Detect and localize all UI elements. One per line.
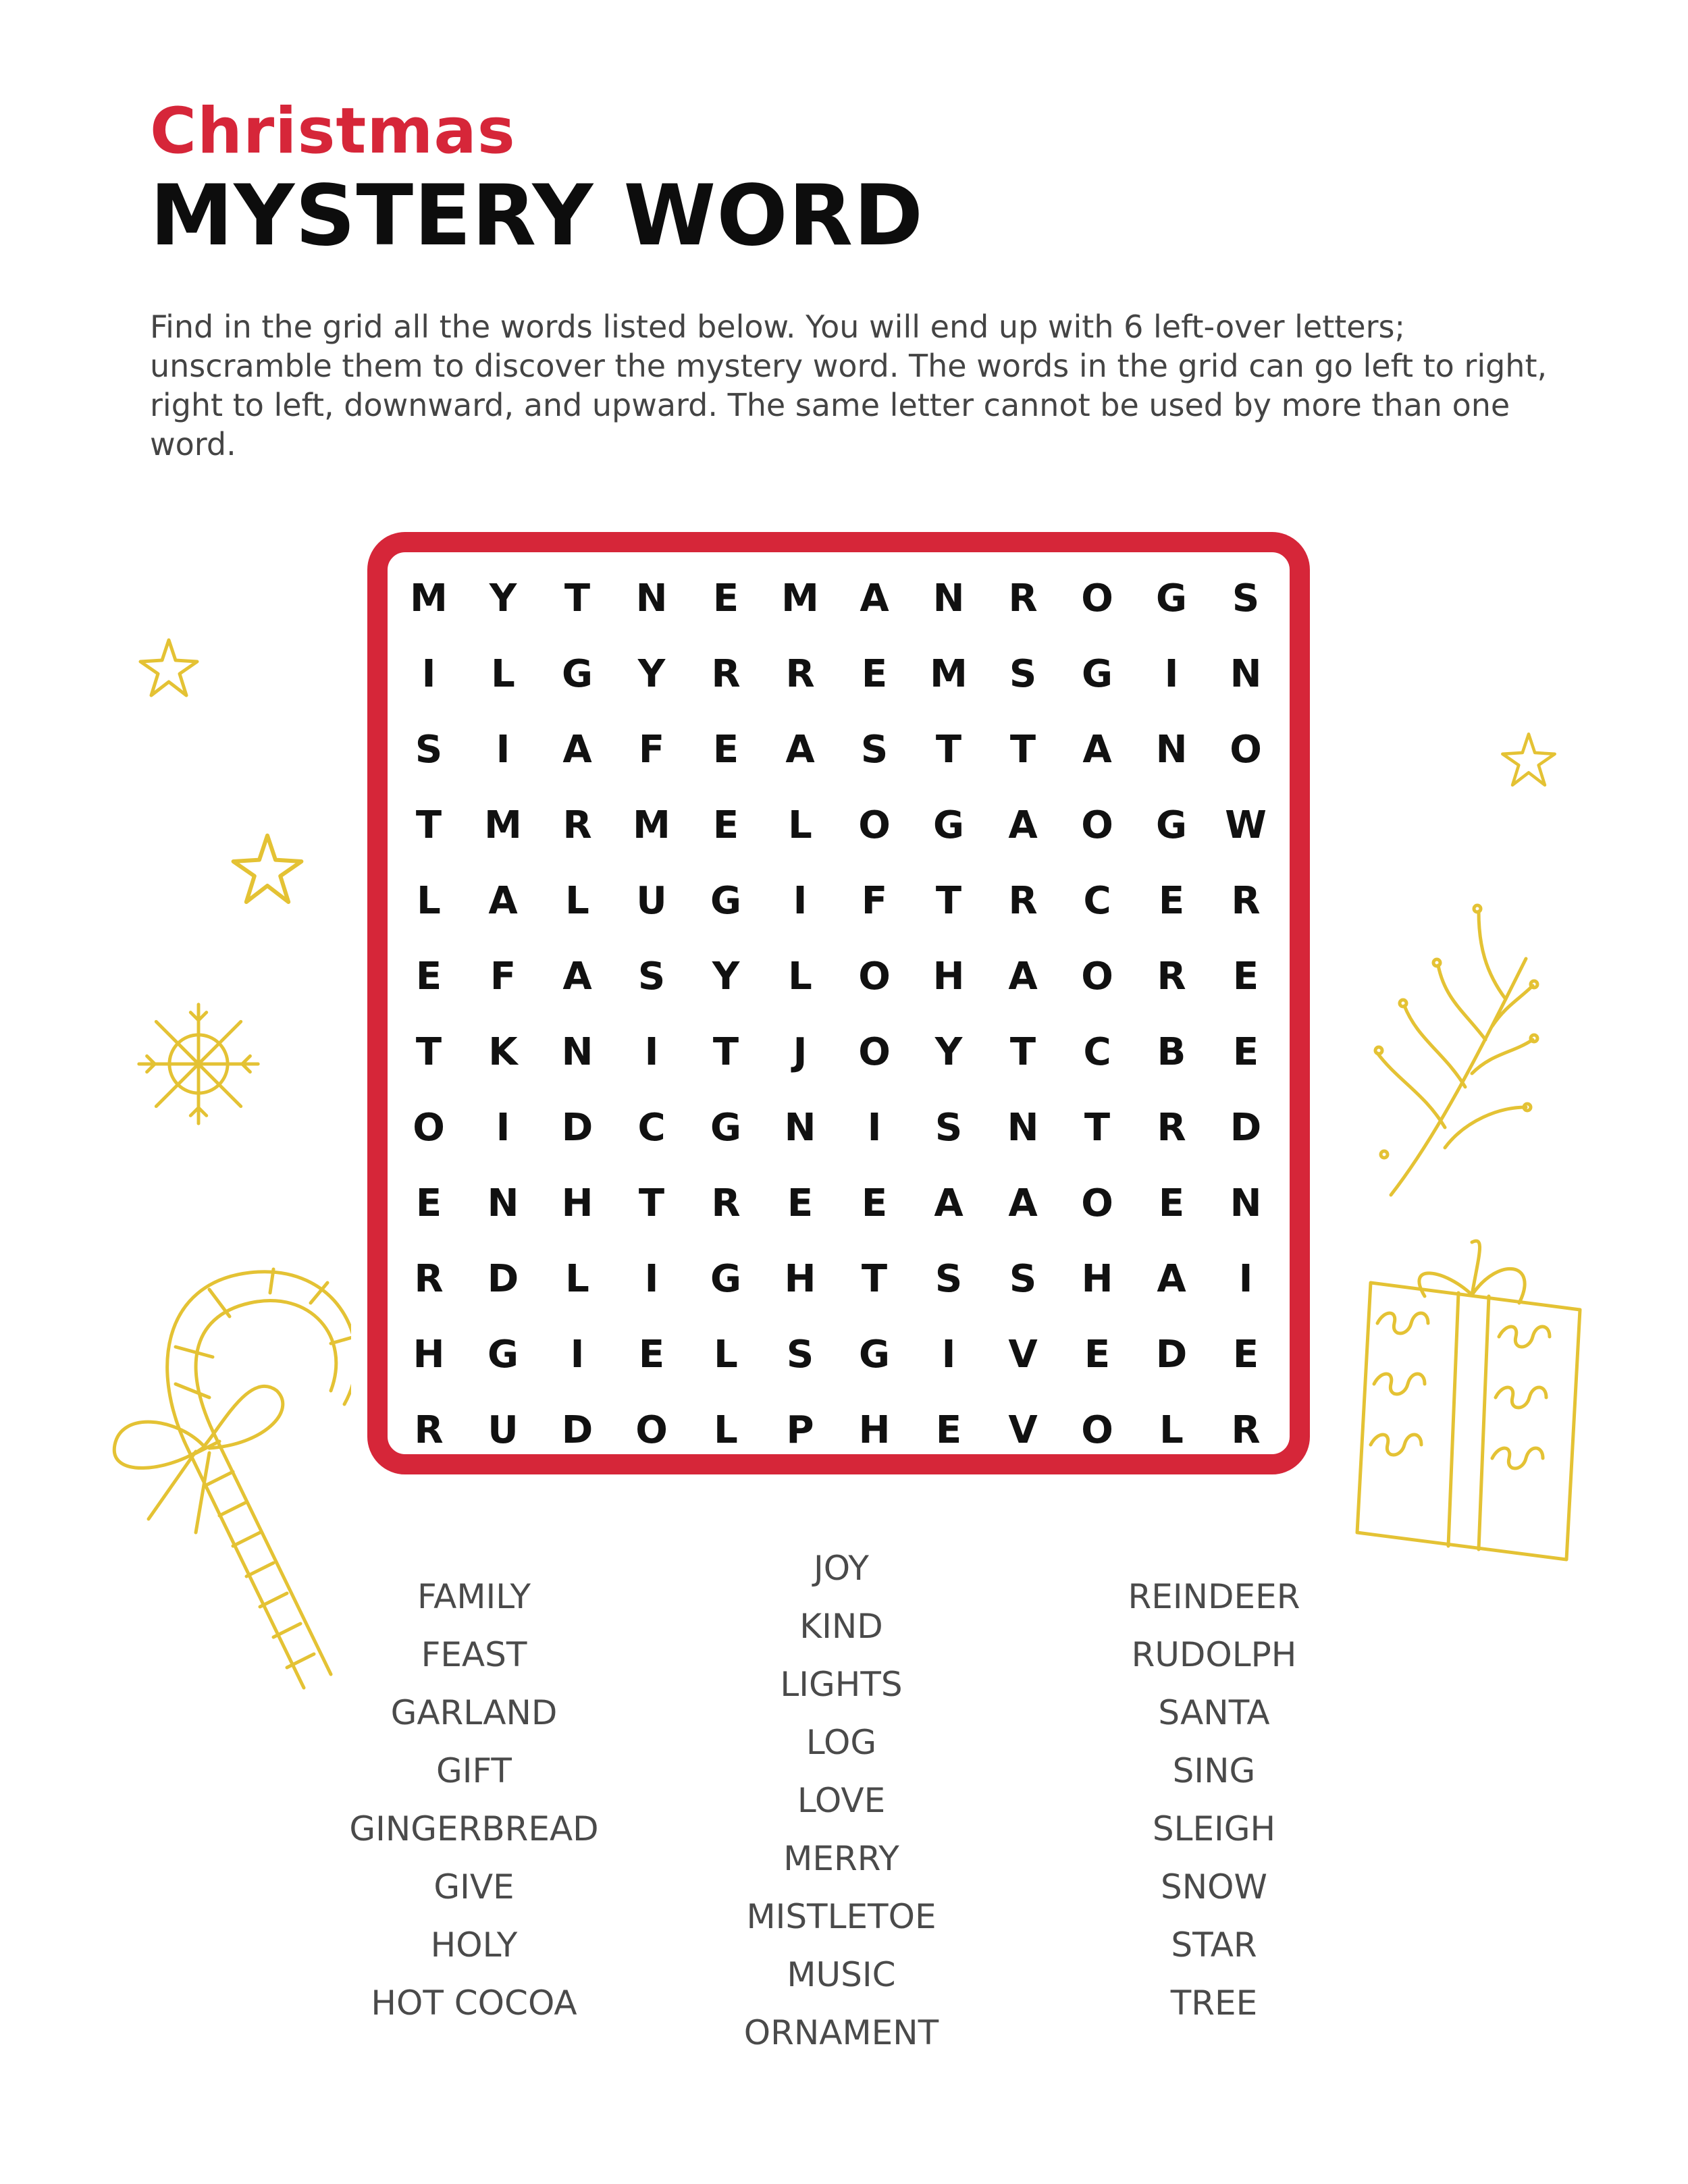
word-list-item: MERRY — [783, 1839, 899, 1878]
grid-letter-r3-c3[interactable]: A — [562, 727, 592, 772]
grid-letter-r10-c12[interactable]: I — [1238, 1256, 1253, 1301]
grid-letter-r5-c7[interactable]: F — [861, 878, 888, 923]
grid-letter-r11-c9[interactable]: V — [1008, 1332, 1038, 1377]
grid-letter-r7-c6[interactable]: J — [793, 1030, 808, 1074]
grid-letter-r11-c12[interactable]: E — [1232, 1332, 1259, 1377]
grid-letter-r2-c12[interactable]: N — [1230, 651, 1262, 696]
grid-letter-r2-c1[interactable]: I — [421, 651, 436, 696]
word-list-column-2 — [666, 1539, 1017, 2062]
grid-letter-r2-c5[interactable]: R — [711, 651, 741, 696]
grid-letter-r12-c6[interactable]: P — [786, 1408, 814, 1452]
word-list-item: REINDEER — [1128, 1577, 1300, 1616]
grid-letter-r9-c7[interactable]: E — [861, 1181, 888, 1225]
word-list-item: SLEIGH — [1152, 1809, 1276, 1848]
word-list-item: MUSIC — [787, 1955, 896, 1994]
grid-letter-r2-c6[interactable]: R — [785, 651, 815, 696]
grid-letter-r6-c11[interactable]: R — [1157, 954, 1186, 998]
grid-letter-r9-c4[interactable]: T — [638, 1181, 665, 1225]
grid-letter-r8-c6[interactable]: N — [784, 1105, 816, 1150]
grid-letter-r6-c7[interactable]: O — [858, 954, 891, 998]
grid-letter-r4-c5[interactable]: E — [712, 803, 739, 847]
grid-letter-r1-c5[interactable]: E — [712, 576, 739, 620]
grid-letter-r11-c1[interactable]: H — [413, 1332, 445, 1377]
grid-letter-r2-c3[interactable]: G — [562, 651, 593, 696]
grid-letter-r8-c9[interactable]: N — [1007, 1105, 1039, 1150]
grid-letter-r1-c4[interactable]: N — [635, 576, 668, 620]
grid-letter-r9-c2[interactable]: N — [487, 1181, 519, 1225]
word-list-item: TREE — [1170, 1983, 1258, 2023]
grid-letter-r10-c9[interactable]: S — [1009, 1256, 1037, 1301]
star-icon — [1498, 729, 1560, 791]
grid-letter-r12-c8[interactable]: E — [935, 1408, 962, 1452]
grid-letter-r10-c7[interactable]: T — [861, 1256, 888, 1301]
grid-letter-r10-c8[interactable]: S — [934, 1256, 963, 1301]
grid-letter-r2-c4[interactable]: Y — [637, 651, 666, 696]
grid-letter-r8-c1[interactable]: O — [413, 1105, 445, 1150]
grid-letter-r3-c10[interactable]: A — [1082, 727, 1112, 772]
grid-letter-r12-c3[interactable]: D — [561, 1408, 594, 1452]
grid-letter-r8-c12[interactable]: D — [1230, 1105, 1262, 1150]
grid-letter-r8-c2[interactable]: I — [496, 1105, 510, 1150]
grid-letter-r7-c12[interactable]: E — [1232, 1030, 1259, 1074]
grid-letter-r11-c8[interactable]: I — [941, 1332, 956, 1377]
grid-letter-r12-c11[interactable]: L — [1159, 1408, 1184, 1452]
instructions-text: Find in the grid all the words listed below. You will end up with 6 left-over letters; unscramble them to discover the mystery word. The words in the grid can go left to right, right to left, downward, and upward. The same letter cannot be used by more than one word. — [150, 309, 1548, 462]
word-list-item: SANTA — [1158, 1693, 1270, 1732]
word-list-item: KIND — [799, 1607, 883, 1646]
word-list-item: FEAST — [421, 1635, 527, 1674]
grid-letter-r6-c3[interactable]: A — [562, 954, 592, 998]
grid-letter-r3-c2[interactable]: I — [496, 727, 510, 772]
grid-letter-r5-c9[interactable]: R — [1008, 878, 1038, 923]
star-icon — [227, 829, 308, 910]
grid-letter-r4-c3[interactable]: R — [562, 803, 592, 847]
word-list-item: ORNAMENT — [743, 2013, 939, 2052]
grid-letter-r9-c1[interactable]: E — [415, 1181, 442, 1225]
grid-letter-r1-c12[interactable]: S — [1232, 576, 1260, 620]
grid-letter-r6-c5[interactable]: Y — [712, 954, 740, 998]
grid-letter-r1-c2[interactable]: Y — [489, 576, 517, 620]
grid-letter-r3-c11[interactable]: N — [1155, 727, 1188, 772]
grid-letter-r9-c10[interactable]: O — [1081, 1181, 1113, 1225]
grid-letter-r7-c10[interactable]: C — [1083, 1030, 1111, 1074]
grid-letter-r11-c4[interactable]: E — [638, 1332, 665, 1377]
grid-letter-r5-c12[interactable]: R — [1231, 878, 1261, 923]
grid-letter-r9-c3[interactable]: H — [561, 1181, 594, 1225]
grid-letter-r8-c5[interactable]: G — [710, 1105, 741, 1150]
grid-letter-r4-c6[interactable]: L — [788, 803, 812, 847]
holly-branch-icon — [1371, 891, 1539, 1202]
grid-letter-r9-c11[interactable]: E — [1158, 1181, 1185, 1225]
grid-letter-r12-c5[interactable]: L — [714, 1408, 738, 1452]
grid-letter-r7-c11[interactable]: B — [1157, 1030, 1186, 1074]
grid-letter-r9-c6[interactable]: E — [787, 1181, 814, 1225]
grid-letter-r10-c2[interactable]: D — [487, 1256, 519, 1301]
grid-letter-r6-c12[interactable]: E — [1232, 954, 1259, 998]
grid-letter-r4-c12[interactable]: W — [1225, 803, 1267, 847]
grid-letter-r2-c10[interactable]: G — [1082, 651, 1113, 696]
grid-letter-r10-c11[interactable]: A — [1157, 1256, 1186, 1301]
grid-letter-r1-c10[interactable]: O — [1081, 576, 1113, 620]
grid-letter-r10-c5[interactable]: G — [710, 1256, 741, 1301]
puzzle-grid — [392, 560, 1283, 1468]
grid-letter-r3-c6[interactable]: A — [785, 727, 815, 772]
grid-letter-r5-c6[interactable]: I — [793, 878, 808, 923]
grid-letter-r5-c5[interactable]: G — [710, 878, 741, 923]
word-list-column-1 — [298, 1568, 650, 2032]
word-list-item: STAR — [1171, 1925, 1257, 1965]
grid-letter-r4-c2[interactable]: M — [484, 803, 522, 847]
grid-letter-r12-c4[interactable]: O — [635, 1408, 668, 1452]
grid-letter-r4-c1[interactable]: T — [415, 803, 442, 847]
grid-letter-r3-c5[interactable]: E — [712, 727, 739, 772]
grid-letter-r2-c11[interactable]: I — [1164, 651, 1179, 696]
grid-letter-r3-c1[interactable]: S — [415, 727, 443, 772]
word-list-item: JOY — [814, 1549, 869, 1588]
word-list-item: GARLAND — [390, 1693, 558, 1732]
grid-letter-r7-c8[interactable]: Y — [934, 1030, 963, 1074]
grid-letter-r3-c9[interactable]: T — [1009, 727, 1036, 772]
grid-letter-r12-c10[interactable]: O — [1081, 1408, 1113, 1452]
grid-letter-r2-c2[interactable]: L — [491, 651, 515, 696]
grid-letter-r8-c8[interactable]: S — [934, 1105, 963, 1150]
grid-letter-r11-c3[interactable]: I — [570, 1332, 585, 1377]
grid-letter-r1-c8[interactable]: N — [932, 576, 965, 620]
grid-letter-r12-c7[interactable]: H — [858, 1408, 891, 1452]
word-list-item: GIFT — [436, 1751, 512, 1790]
grid-letter-r11-c2[interactable]: G — [487, 1332, 519, 1377]
grid-letter-r2-c9[interactable]: S — [1009, 651, 1037, 696]
grid-letter-r8-c3[interactable]: D — [561, 1105, 594, 1150]
grid-letter-r11-c10[interactable]: E — [1084, 1332, 1111, 1377]
word-list-item: RUDOLPH — [1131, 1635, 1297, 1674]
grid-letter-r12-c2[interactable]: U — [487, 1408, 519, 1452]
candy-cane-icon — [95, 1235, 351, 1695]
grid-letter-r6-c4[interactable]: S — [637, 954, 666, 998]
grid-letter-r6-c9[interactable]: A — [1008, 954, 1038, 998]
grid-letter-r8-c10[interactable]: T — [1084, 1105, 1111, 1150]
grid-letter-r4-c8[interactable]: G — [933, 803, 964, 847]
grid-letter-r11-c5[interactable]: L — [714, 1332, 738, 1377]
word-list-item: HOT COCOA — [371, 1983, 577, 2023]
word-list-item: GIVE — [433, 1867, 515, 1907]
word-list-item: FAMILY — [417, 1577, 531, 1616]
grid-letter-r10-c6[interactable]: H — [784, 1256, 816, 1301]
grid-letter-r10-c3[interactable]: L — [565, 1256, 589, 1301]
grid-letter-r5-c3[interactable]: L — [565, 878, 589, 923]
grid-letter-r12-c12[interactable]: R — [1231, 1408, 1261, 1452]
grid-letter-r4-c10[interactable]: O — [1081, 803, 1113, 847]
grid-letter-r11-c6[interactable]: S — [786, 1332, 814, 1377]
word-list-column-3 — [1038, 1568, 1390, 2032]
star-icon — [135, 635, 203, 702]
grid-letter-r5-c8[interactable]: T — [935, 878, 962, 923]
grid-letter-r6-c6[interactable]: L — [788, 954, 812, 998]
snowflake-icon — [132, 998, 265, 1130]
grid-letter-r1-c3[interactable]: T — [564, 576, 591, 620]
grid-letter-r12-c1[interactable]: R — [414, 1408, 444, 1452]
grid-letter-r10-c10[interactable]: H — [1081, 1256, 1113, 1301]
grid-letter-r1-c1[interactable]: M — [410, 576, 448, 620]
page-subtitle: Christmas — [150, 95, 516, 168]
grid-letter-r6-c10[interactable]: O — [1081, 954, 1113, 998]
word-list-item: LOG — [806, 1723, 877, 1762]
grid-letter-r3-c12[interactable]: O — [1230, 727, 1262, 772]
grid-letter-r5-c10[interactable]: C — [1083, 878, 1111, 923]
grid-letter-r1-c6[interactable]: M — [781, 576, 819, 620]
grid-letter-r5-c1[interactable]: L — [417, 878, 441, 923]
grid-letter-r6-c2[interactable]: F — [490, 954, 517, 998]
grid-letter-r7-c2[interactable]: K — [488, 1030, 518, 1074]
grid-letter-r9-c9[interactable]: A — [1008, 1181, 1038, 1225]
grid-letter-r3-c7[interactable]: S — [860, 727, 889, 772]
grid-letter-r8-c4[interactable]: C — [637, 1105, 666, 1150]
grid-letter-r6-c8[interactable]: H — [932, 954, 965, 998]
grid-letter-r4-c7[interactable]: O — [858, 803, 891, 847]
grid-letter-r8-c11[interactable]: R — [1157, 1105, 1186, 1150]
word-list-item: SING — [1172, 1751, 1256, 1790]
gift-box-icon — [1344, 1229, 1600, 1566]
grid-letter-r10-c1[interactable]: R — [414, 1256, 444, 1301]
grid-letter-r7-c4[interactable]: I — [644, 1030, 659, 1074]
grid-letter-r4-c4[interactable]: M — [633, 803, 670, 847]
grid-letter-r7-c5[interactable]: T — [712, 1030, 739, 1074]
grid-letter-r2-c8[interactable]: M — [930, 651, 968, 696]
grid-letter-r11-c11[interactable]: D — [1155, 1332, 1188, 1377]
grid-letter-r9-c12[interactable]: N — [1230, 1181, 1262, 1225]
grid-letter-r4-c9[interactable]: A — [1008, 803, 1038, 847]
word-list-item: HOLY — [430, 1925, 518, 1965]
word-list-item: LIGHTS — [780, 1665, 903, 1704]
grid-letter-r10-c4[interactable]: I — [644, 1256, 659, 1301]
grid-letter-r7-c9[interactable]: T — [1009, 1030, 1036, 1074]
grid-letter-r12-c9[interactable]: V — [1008, 1408, 1038, 1452]
grid-letter-r9-c5[interactable]: R — [711, 1181, 741, 1225]
word-list-item: SNOW — [1161, 1867, 1267, 1907]
grid-letter-r7-c7[interactable]: O — [858, 1030, 891, 1074]
grid-letter-r3-c8[interactable]: T — [935, 727, 962, 772]
grid-letter-r5-c4[interactable]: U — [636, 878, 667, 923]
word-list-item: GINGERBREAD — [349, 1809, 599, 1848]
grid-letter-r2-c7[interactable]: E — [861, 651, 888, 696]
grid-letter-r1-c11[interactable]: G — [1156, 576, 1187, 620]
grid-letter-r1-c7[interactable]: A — [860, 576, 889, 620]
grid-letter-r11-c7[interactable]: G — [859, 1332, 890, 1377]
word-list-item: LOVE — [797, 1781, 886, 1820]
grid-letter-r3-c4[interactable]: F — [638, 727, 665, 772]
word-list-item: MISTLETOE — [746, 1897, 937, 1936]
grid-letter-r6-c1[interactable]: E — [415, 954, 442, 998]
page-title: MYSTERY WORD — [150, 167, 924, 265]
grid-letter-r5-c11[interactable]: E — [1158, 878, 1185, 923]
grid-letter-r4-c11[interactable]: G — [1156, 803, 1187, 847]
grid-letter-r8-c7[interactable]: I — [867, 1105, 882, 1150]
grid-letter-r9-c8[interactable]: A — [934, 1181, 964, 1225]
grid-letter-r1-c9[interactable]: R — [1008, 576, 1038, 620]
grid-letter-r7-c3[interactable]: N — [561, 1030, 594, 1074]
grid-letter-r5-c2[interactable]: A — [488, 878, 518, 923]
grid-letter-r7-c1[interactable]: T — [415, 1030, 442, 1074]
